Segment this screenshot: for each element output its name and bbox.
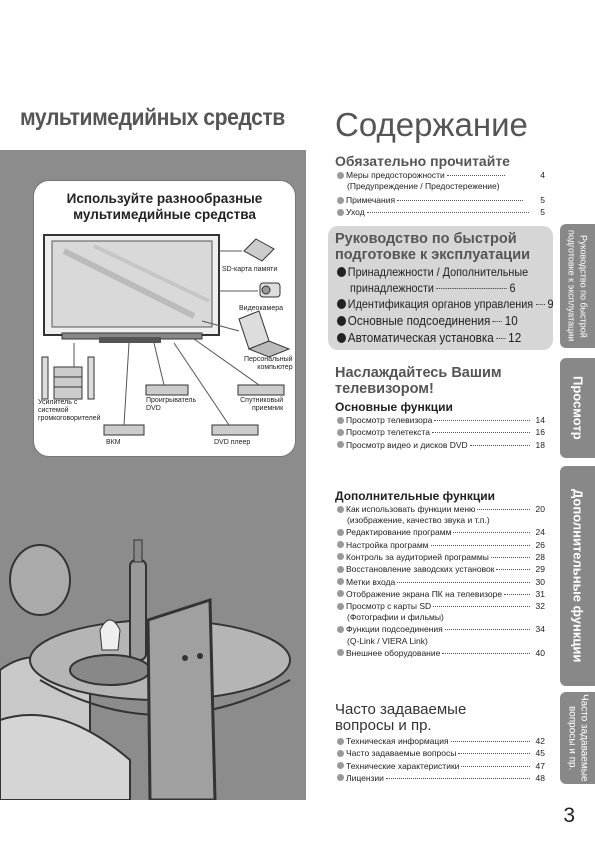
toc-page: 20 [535,504,545,514]
bullet-icon [337,172,344,179]
tab-label: Дополнительные функции [570,489,586,663]
toc-item[interactable] [337,577,545,588]
bullet-icon [337,316,346,326]
leader [451,741,530,742]
toc-item[interactable] [337,527,545,538]
leader [397,582,529,583]
leader [477,509,529,510]
bullet-icon [337,566,344,573]
enjoy-title-2: телевизором! [335,381,434,397]
quick-title-1: Руководство по быстрой [335,231,517,247]
toc-label: Просмотр видео и дисков DVD [346,439,468,450]
leader [461,766,529,767]
toc-item[interactable] [337,589,545,600]
toc-item[interactable] [337,564,545,575]
sd-card-icon [244,239,274,261]
toc-item[interactable] [337,415,545,426]
toc-label: Просмотр с карты SD [346,601,432,612]
toc-item-notes[interactable] [337,195,545,206]
dvd-recorder-icon [212,425,258,435]
section-faq-title [335,702,466,734]
quick-title-2: подготовке к эксплуатации [335,247,531,263]
tab-label: Руководство по быстрой подготовке к эксплуатации [566,230,589,342]
bullet-icon [337,750,344,757]
bullet-icon [337,626,344,633]
leader [496,569,529,570]
toc-item[interactable] [337,748,545,759]
section-must-read-title: Обязательно прочитайте [335,153,510,169]
toc-sub-line: (изображение, качество звука и т.п.) [347,515,490,526]
label-dvd-2: DVD [146,405,161,412]
leader [493,321,502,322]
label-dvd-1: Проигрыватель [146,397,197,404]
basic-functions-title: Основные функции [335,400,453,414]
label-sat-2: приемник [252,405,284,412]
label-amplifier [38,399,101,423]
toc-label: Восстановление заводских установок [346,564,495,575]
bullet-icon [337,578,344,585]
bullet-icon [337,529,344,536]
toc-item-auto-setup[interactable] [337,331,521,345]
toc-item[interactable] [337,427,545,438]
toc-page: 29 [535,564,545,575]
toc-page: 45 [535,748,545,759]
bullet-icon [337,506,344,513]
multimedia-diagram [33,180,296,457]
toc-item-accessories[interactable] [337,265,528,279]
toc-label: Основные подсоединения [347,313,491,328]
toc-label: Принадлежности / Дополнительные [347,265,529,279]
leader [491,557,530,558]
toc-page: 48 [535,772,545,783]
leader [445,629,530,630]
leader [458,753,529,754]
leader [536,304,545,305]
bullet-icon [337,649,344,656]
toc-page: 47 [535,760,545,771]
page-number: 3 [563,804,575,827]
leader [442,653,529,654]
label-sat-1: Спутниковый [240,397,284,404]
bullet-icon [337,774,344,781]
toc-item[interactable] [337,736,545,747]
tab-view[interactable] [560,358,595,458]
toc-page: 9 [547,297,554,311]
leader [496,338,505,339]
label-sd: SD-карта памяти [222,266,278,273]
label-pc [244,356,293,372]
toc-label: Технические характеристики [346,760,460,771]
toc-page: 5 [540,195,545,205]
bullet-icon [337,541,344,548]
toc-page: 4 [540,170,545,180]
toc-item-care[interactable] [337,207,545,218]
label-amp-2: системой [38,407,69,414]
toc-label: Техническая информация [346,736,449,746]
amplifier-icon [54,367,82,399]
toc-item[interactable] [337,648,545,659]
leader [386,778,530,779]
satellite-receiver-icon [238,385,284,395]
toc-label: Уход [346,207,365,217]
toc-page: 5 [540,207,545,217]
label-vcr: ВКМ [106,439,121,446]
speaker-right-icon [88,357,94,399]
toc-label: Автоматическая установка [347,330,494,345]
toc-page: 31 [535,588,545,599]
bullet-icon [337,333,346,343]
toc-item-accessories-line2[interactable] [350,281,548,295]
leader [447,175,505,176]
toc-item[interactable] [337,624,545,635]
label-dvd-recorder: DVD плеер [214,439,251,446]
label-amp-1: Усилитель с [38,399,78,406]
toc-label: Примечания [346,195,396,205]
label-pc-1: Персональный [244,356,293,363]
toc-sub-line: (Фотографии и фильмы) [347,612,444,623]
toc-item-controls[interactable] [337,297,554,311]
toc-label: Идентификация органов управления [347,297,534,311]
toc-label: Часто задаваемые вопросы [346,748,457,759]
toc-page: 10 [504,313,518,328]
bullet-icon [337,299,346,309]
toc-item[interactable] [337,601,545,612]
leader [432,432,530,433]
label-camera: Видеокамера [239,305,284,312]
left-heading: мультимедийных средств [20,104,285,130]
leader [470,445,530,446]
bullet-icon [337,417,344,424]
vcr-icon [104,425,144,435]
leader [437,288,507,289]
bullet-icon [337,197,344,204]
bullet-icon [337,267,346,277]
toc-page: 24 [535,527,545,538]
toc-sub-line: (Q-Link / VIERA Link) [347,635,428,646]
bullet-icon [337,553,344,560]
toc-item[interactable] [337,761,545,772]
toc-item-connections[interactable] [337,314,518,328]
bullet-icon [337,441,344,448]
toc-label: Внешнее оборудование [346,647,441,658]
toc-page: 42 [535,736,545,746]
toc-page: 12 [508,330,522,345]
toc-item[interactable] [337,552,545,563]
toc-label: Редактирование программ [346,527,452,538]
bullet-icon [337,590,344,597]
toc-page: 34 [535,624,545,635]
bullet-icon [337,209,344,216]
bullet-icon [337,762,344,769]
dvd-player-icon [146,385,188,395]
enjoy-title-1: Наслаждайтесь Вашим [335,365,502,381]
living-room-illustration [0,520,306,800]
bullet-icon [337,603,344,610]
leader [434,420,529,421]
leader [433,606,529,607]
tab-quick-guide[interactable] [560,224,595,348]
toc-label: Функции подсоединения [346,624,443,635]
diagram-title-line-1: Используйте разнообразные [66,191,263,206]
toc-label: Меры предосторожности [346,170,445,180]
leader [453,532,529,533]
toc-label: Контроль за аудиторией программы [346,551,489,562]
speaker-left-icon [42,357,48,399]
leader [431,545,530,546]
label-amp-3: громкоговорителей [38,415,101,422]
leader [367,212,529,213]
toc-page: 18 [535,439,545,450]
toc-page: 40 [535,647,545,658]
tab-label: Просмотр [570,376,586,440]
toc-label: Просмотр телетекста [346,427,430,438]
toc-page: 28 [535,551,545,562]
toc-page: 32 [535,601,545,612]
toc-label: Отображение экрана ПК на телевизоре [346,588,503,599]
toc-page: 30 [535,576,545,587]
toc-page: 6 [509,281,516,295]
diagram-title-line-2: мультимедийные средства [73,207,256,222]
leader [504,594,529,595]
toc-label: принадлежности [350,281,434,295]
bullet-icon [337,429,344,436]
label-dvd-player [146,397,196,413]
section-enjoy-title [335,365,502,397]
advanced-functions-title: Дополнительные функции [335,489,496,503]
page-title: Содержание [335,106,528,143]
faq-title-1: Часто задаваемые [335,701,467,718]
toc-item[interactable] [337,540,545,551]
toc-label: Метки входа [346,576,396,587]
toc-item[interactable] [337,440,545,451]
bullet-icon [337,738,344,745]
toc-label: Лицензии [346,772,384,783]
toc-page: 26 [535,539,545,550]
toc-sub-precautions: (Предупреждение / Предостережение) [347,181,500,191]
toc-item[interactable] [337,773,545,784]
toc-item[interactable] [337,504,545,515]
toc-label: Просмотр телевизора [346,415,433,425]
faq-title-2: вопросы и пр. [335,717,432,734]
tab-faq[interactable] [560,692,595,784]
toc-page: 14 [535,415,545,425]
toc-label: Как использовать функции меню [346,504,476,514]
toc-page: 16 [535,427,545,438]
tab-label: Часто задаваемые вопросы и пр. [566,694,590,782]
leader [397,200,523,201]
toc-item-precautions[interactable] [337,170,545,181]
label-satellite [240,397,283,413]
section-quick-title [335,231,530,263]
label-pc-2: компьютер [257,364,293,371]
tab-extra-functions[interactable] [560,466,595,686]
toc-label: Настройка программ [346,539,429,550]
